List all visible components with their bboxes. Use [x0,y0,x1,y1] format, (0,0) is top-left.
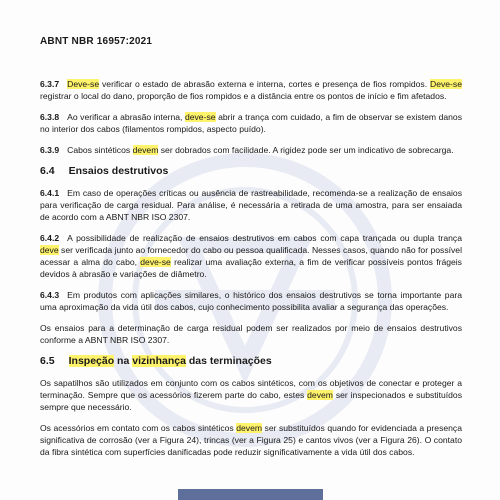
section-number: 6.5 [40,355,55,367]
highlighted-term: devem [132,145,159,155]
highlighted-term: devem [236,423,263,433]
clause-number: 6.4.3 [40,290,60,300]
paragraph-6-4-3 [40,289,462,313]
paragraph-text: Ao verificar a abrasão interna, [67,112,185,122]
paragraph-text: Em produtos com aplicações similares, o histórico dos ensaios destrutivos se torna importante para uma aproximação da vida útil dos cabos, cujo conhecimento possibilita avaliar a segurança das operações. [40,290,462,312]
clause-number: 6.3.8 [40,112,60,122]
highlighted-term: Inspeção [68,355,115,367]
paragraph-text: ser dobrados com facilidade. A rigidez pode ser um indicativo de sobrecarga. [158,145,454,155]
paragraph-text: Os ensaios para a determinação de carga residual podem ser realizados por meio de ensaios destrutivos conforme a ABNT NBR ISO 2307. [40,323,462,345]
paragraph-text: abrir a trança com cuidado, a fim de observar se existem danos no interior dos cabos (filamentos rompidos, aspecto puído). [40,112,463,134]
paragraph-text: Em caso de operações críticas ou ausência de rastreabilidade, recomenda-se a realização de ensaios para verificação de carga residual. Para análise, é necessária a retirada de uma amostra, para ser ensaiada de acordo com a ABNT NBR ISO 2307. [40,188,462,222]
highlighted-term: Deve-se [430,79,462,89]
paragraph-6-4-note [40,322,462,346]
section-number: 6.4 [40,165,55,177]
section-title: Ensaios destrutivos [68,165,169,177]
section-title: das terminações [185,355,272,367]
section-title: na [114,355,133,367]
page-footer-bar [178,489,323,500]
document-body [40,78,462,467]
paragraph-text: Os sapatilhos são utilizados em conjunto com os cabos sintéticos, com os objetivos de conectar e proteger a terminação. Sempre que os acessórios fizerem parte do cabo, estes [40,378,462,400]
paragraph-text: A possibilidade de realização de ensaios destrutivos em cabos com capa trançada ou dupla trança [67,233,462,243]
paragraph-text: Os acessórios em contato com os cabos sintéticos [40,423,237,433]
highlighted-term: Deve-se [67,79,100,89]
paragraph-text: ser inspecionados e substituídos sempre que necessário. [40,390,462,412]
clause-number: 6.3.7 [40,79,60,89]
clause-number: 6.3.9 [40,145,60,155]
highlighted-term: deve [40,245,59,255]
highlighted-term: vizinhança [132,355,186,367]
paragraph-text: realizar uma avaliação externa, a fim de verificar possíveis pontos frágeis devidos à abrasão e variações de diâmetro. [40,257,462,279]
highlighted-term: deve-se [140,257,171,267]
paragraph-text: ser substituídos quando for evidenciada a presença significativa de corrosão (ver a Figura 24), trincas (ver a Figura 25) e cantos vivos (ver a Figura 26). O contato da fibra sintética com superfícies danificadas pode reduzir significativamente a vida útil dos cabos. [40,423,463,457]
section-heading-6-5 [40,355,462,367]
highlighted-term: devem [307,390,333,400]
paragraph-text: Cabos sintéticos [67,145,133,155]
paragraph-6-3-9 [40,144,462,156]
clause-number: 6.4.2 [40,233,60,243]
document-header: ABNT NBR 16957:2021 [40,36,153,47]
clause-number: 6.4.1 [40,188,60,198]
paragraph-6-5-a [40,377,462,413]
paragraph-6-4-1 [40,187,462,223]
paragraph-6-5-b [40,422,462,458]
paragraph-text: registrar o local do dano, proporção de fios rompidos e a distância entre os pontos de início e fim afetados. [40,91,447,101]
section-heading-6-4 [40,165,462,177]
paragraph-text: verificar o estado de abrasão externa e interna, cortes e presença de fios rompidos. [99,79,430,89]
paragraph-6-4-2 [40,232,462,280]
paragraph-text: ser verificada junto ao fornecedor do cabo ou pessoa qualificada. Nesses casos, quando não for possível acessar a alma do cabo, [40,245,462,267]
paragraph-6-3-8 [40,111,462,135]
highlighted-term: deve-se [184,112,216,122]
paragraph-6-3-7 [40,78,462,102]
